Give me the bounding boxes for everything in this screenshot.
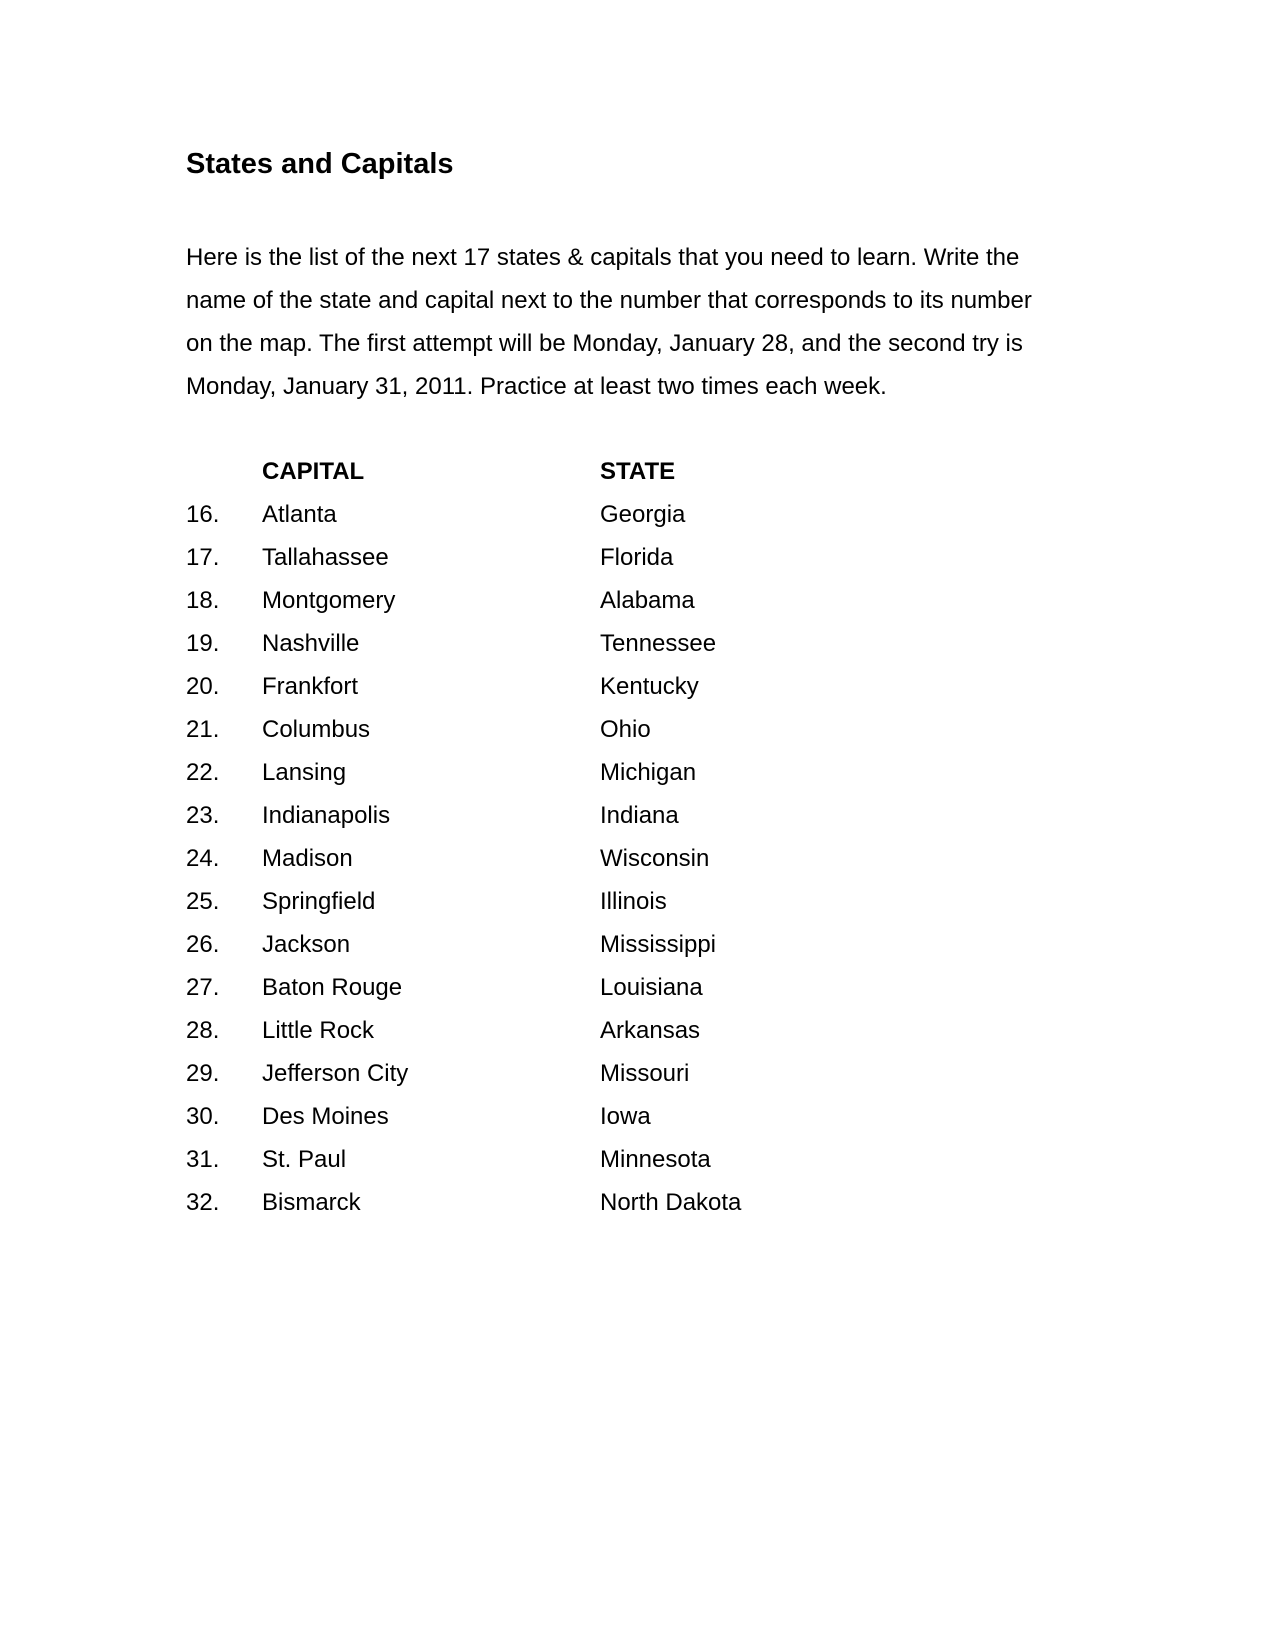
row-number: 22. [186,759,220,786]
state-name: Iowa [600,1103,651,1130]
state-name: North Dakota [600,1189,742,1216]
capital-name: Madison [262,845,353,872]
capital-name: Springfield [262,888,376,915]
capital-name: Little Rock [262,1017,375,1044]
capital-name: Tallahassee [262,544,389,571]
table-row [186,1009,886,1052]
state-name: Wisconsin [600,845,710,872]
state-name: Minnesota [600,1146,711,1173]
table-row [186,579,886,622]
row-number: 30. [186,1103,220,1130]
capital-name: Indianapolis [262,802,391,829]
table-row [186,1095,886,1138]
capital-name: Jefferson City [262,1060,409,1087]
row-number: 20. [186,673,220,700]
table-row [186,1181,886,1224]
table-row [186,1138,886,1181]
intro-line: Monday, January 31, 2011. Practice at least two times each week. [186,373,887,400]
capital-name: Des Moines [262,1103,389,1130]
row-number: 23. [186,802,220,829]
intro-line: on the map. The first attempt will be Monday, January 28, and the second try is [186,330,1023,357]
capital-name: Nashville [262,630,360,657]
table-row [186,751,886,794]
row-number: 26. [186,931,220,958]
row-number: 31. [186,1146,220,1173]
capitals-table [186,450,886,1224]
table-header-row [186,450,886,493]
table-row [186,966,886,1009]
intro-line: name of the state and capital next to the number that corresponds to its number [186,287,1032,314]
table-rows [186,493,886,1224]
state-name: Tennessee [600,630,717,657]
state-name: Indiana [600,802,679,829]
row-number: 21. [186,716,220,743]
table-row [186,1052,886,1095]
row-number: 32. [186,1189,220,1216]
row-number: 25. [186,888,220,915]
state-name: Arkansas [600,1017,701,1044]
table-row [186,880,886,923]
capital-name: St. Paul [262,1146,347,1173]
table-row [186,794,886,837]
state-name: Florida [600,544,674,571]
state-name: Missouri [600,1060,690,1087]
table-row [186,665,886,708]
state-name: Michigan [600,759,697,786]
capital-name: Jackson [262,931,351,958]
state-name: Georgia [600,501,686,528]
state-name: Ohio [600,716,651,743]
capital-name: Frankfort [262,673,359,700]
row-number: 18. [186,587,220,614]
table-row [186,708,886,751]
capital-name: Bismarck [262,1189,361,1216]
state-name: Alabama [600,587,695,614]
row-number: 29. [186,1060,220,1087]
state-name: Mississippi [600,931,717,958]
capital-name: Baton Rouge [262,974,403,1001]
page-title: States and Capitals [186,148,454,180]
state-name: Louisiana [600,974,703,1001]
table-row [186,923,886,966]
table-row [186,493,886,536]
intro-line: Here is the list of the next 17 states & capitals that you need to learn. Write the [186,244,1020,271]
table-row [186,837,886,880]
table-row [186,622,886,665]
capital-name: Montgomery [262,587,396,614]
capital-column-header: CAPITAL [262,458,365,485]
state-column-header: STATE [600,458,676,485]
capital-name: Lansing [262,759,347,786]
row-number: 19. [186,630,220,657]
row-number: 16. [186,501,220,528]
row-number: 17. [186,544,220,571]
intro-paragraph [186,236,1086,408]
table-row [186,536,886,579]
row-number: 28. [186,1017,220,1044]
capital-name: Columbus [262,716,371,743]
capital-name: Atlanta [262,501,337,528]
state-name: Illinois [600,888,667,915]
row-number: 27. [186,974,220,1001]
row-number: 24. [186,845,220,872]
state-name: Kentucky [600,673,699,700]
